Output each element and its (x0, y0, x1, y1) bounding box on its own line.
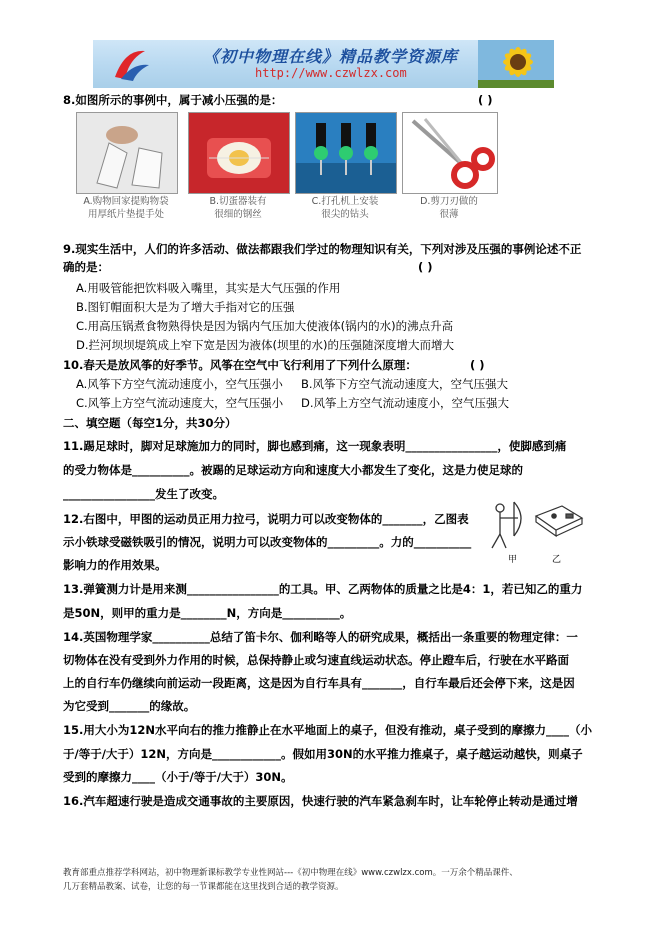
banner-url[interactable]: http://www.czwlzx.com (255, 66, 407, 80)
q9-stem-line1: 9.现实生活中，人们的许多活动、做法都跟我们学过的物理知识有关，下列对涉及压强的事例论述不正 (63, 242, 582, 256)
sunflower-image (478, 40, 554, 88)
q8-caption-c-line1: C.打孔机上安装 (311, 196, 379, 207)
q12-figure-label-jia: 甲 (508, 555, 518, 565)
q14-line2: 切物体在没有受到外力作用的时候，总保持静止或匀速直线运动状态。停止蹬车后，行驶在水平路面 (63, 653, 569, 667)
q12-figure (484, 500, 584, 570)
q11-line2: 的受力物体是__________。被踢的足球运动方向和速度大小都发生了变化，这是力使足球的 (63, 463, 523, 477)
q12-line2: 示小铁球受磁铁吸引的情况，说明力可以改变物体的_________。力的__________ (63, 535, 472, 549)
q12-line3: 影响力的作用效果。 (63, 558, 167, 572)
q16-line1: 16.汽车超速行驶是造成交通事故的主要原因，快速行驶的汽车紧急刹车时，让车轮停止转动是通过增 (63, 794, 578, 808)
q8-stem: 8.如图所示的事例中，属于减小压强的是： (63, 93, 283, 107)
q9-answer-bracket: ( ) (418, 260, 433, 274)
q14-line3: 上的自行车仍继续向前运动一段距离，这是因为自行车具有_______，自行车最后还会停下来，这是因 (63, 676, 575, 690)
q12-figure-label-yi: 乙 (552, 555, 562, 565)
q13-line1: 13.弹簧测力计是用来测________________的工具。甲、乙两物体的质量之比是4：1，若已知乙的重力 (63, 582, 583, 596)
q9-option-b: B.图钉帽面积大是为了增大手指对它的压强 (76, 300, 295, 314)
q9-option-d: D.拦河坝坝堤筑成上窄下宽是因为液体(坝里的水)的压强随深度增大而增大 (76, 338, 454, 352)
q8-photo-c (295, 112, 397, 194)
header-banner (93, 40, 554, 88)
q10-option-d: D.风筝上方空气流动速度小，空气压强大 (301, 396, 510, 410)
q11-line1: 11.踢足球时，脚对足球施加力的同时，脚也感到痛，这一现象表明________________，使脚感到痛 (63, 439, 567, 453)
banner-title: 《初中物理在线》精品教学资源库 (203, 47, 459, 66)
q8-photo-d (402, 112, 498, 194)
q8-caption-c-line2: 很尖的钻头 (321, 209, 369, 220)
q13-line2: 是50N，则甲的重力是________N，方向是__________。 (63, 606, 352, 620)
site-logo-icon (111, 45, 151, 83)
q14-line1: 14.英国物理学家__________总结了笛卡尔、伽利略等人的研究成果，概括出一条重要的物理定律：一 (63, 630, 578, 644)
q8-caption-d-line2: 很薄 (439, 209, 459, 220)
q8-caption-b (183, 195, 293, 221)
footer-line1: 教育部重点推荐学科网站，初中物理新课标教学专业性网站---《初中物理在线》www.czwlzx.com。一万余个精品课件、 (63, 868, 518, 878)
q8-caption-a-line2: 用厚纸片垫提手处 (87, 209, 164, 220)
q15-line1: 15.用大小为12N水平向右的推力推静止在水平地面上的桌子，但没有推动，桌子受到的摩擦力____（小 (63, 723, 592, 737)
q10-option-b: B.风筝下方空气流动速度大，空气压强大 (301, 377, 509, 391)
q10-option-c: C.风筝上方空气流动速度大，空气压强小 (76, 396, 284, 410)
q8-caption-d-line1: D.剪刀刃做的 (420, 196, 478, 207)
q8-caption-a (71, 195, 181, 221)
q9-option-c: C.用高压锅煮食物熟得快是因为锅内气压加大使液体(锅内的水)的沸点升高 (76, 319, 454, 333)
q10-stem: 10.春天是放风筝的好季节。风筝在空气中飞行利用了下列什么原理： (63, 358, 417, 372)
q8-caption-b-line2: 很细的钢丝 (214, 209, 262, 220)
q15-line3: 受到的摩擦力____（小于/等于/大于）30N。 (63, 770, 293, 784)
q9-option-a: A.用吸管能把饮料吸入嘴里，其实是大气压强的作用 (76, 281, 341, 295)
footer-line2: 几万套精品教案、试卷，让您的每一节课都能在这里找到合适的教学资源。 (63, 882, 344, 892)
q11-line3: ________________发生了改变。 (63, 487, 224, 501)
q9-stem-line2: 确的是： (63, 260, 109, 274)
q8-caption-d (394, 195, 504, 221)
q14-line4: 为它受到_______的缘故。 (63, 699, 196, 713)
q8-caption-b-line1: B.切蛋器装有 (209, 196, 267, 207)
q8-caption-a-line1: A.购物回家提购物袋 (83, 196, 169, 207)
q8-answer-bracket: ( ) (478, 93, 493, 107)
q15-line2: 于/等于/大于）12N，方向是____________。假如用30N的水平推力推桌子，桌子越运动越快，则桌子 (63, 747, 583, 761)
q10-answer-bracket: ( ) (470, 358, 485, 372)
q8-caption-c (290, 195, 400, 221)
q10-option-a: A.风筝下方空气流动速度小，空气压强小 (76, 377, 283, 391)
section-2-heading: 二、填空题（每空1分，共30分） (63, 416, 237, 430)
q12-line1: 12.右图中，甲图的运动员正用力拉弓，说明力可以改变物体的_______，乙图表 (63, 512, 469, 526)
q8-photo-b (188, 112, 290, 194)
q8-photo-a (76, 112, 178, 194)
